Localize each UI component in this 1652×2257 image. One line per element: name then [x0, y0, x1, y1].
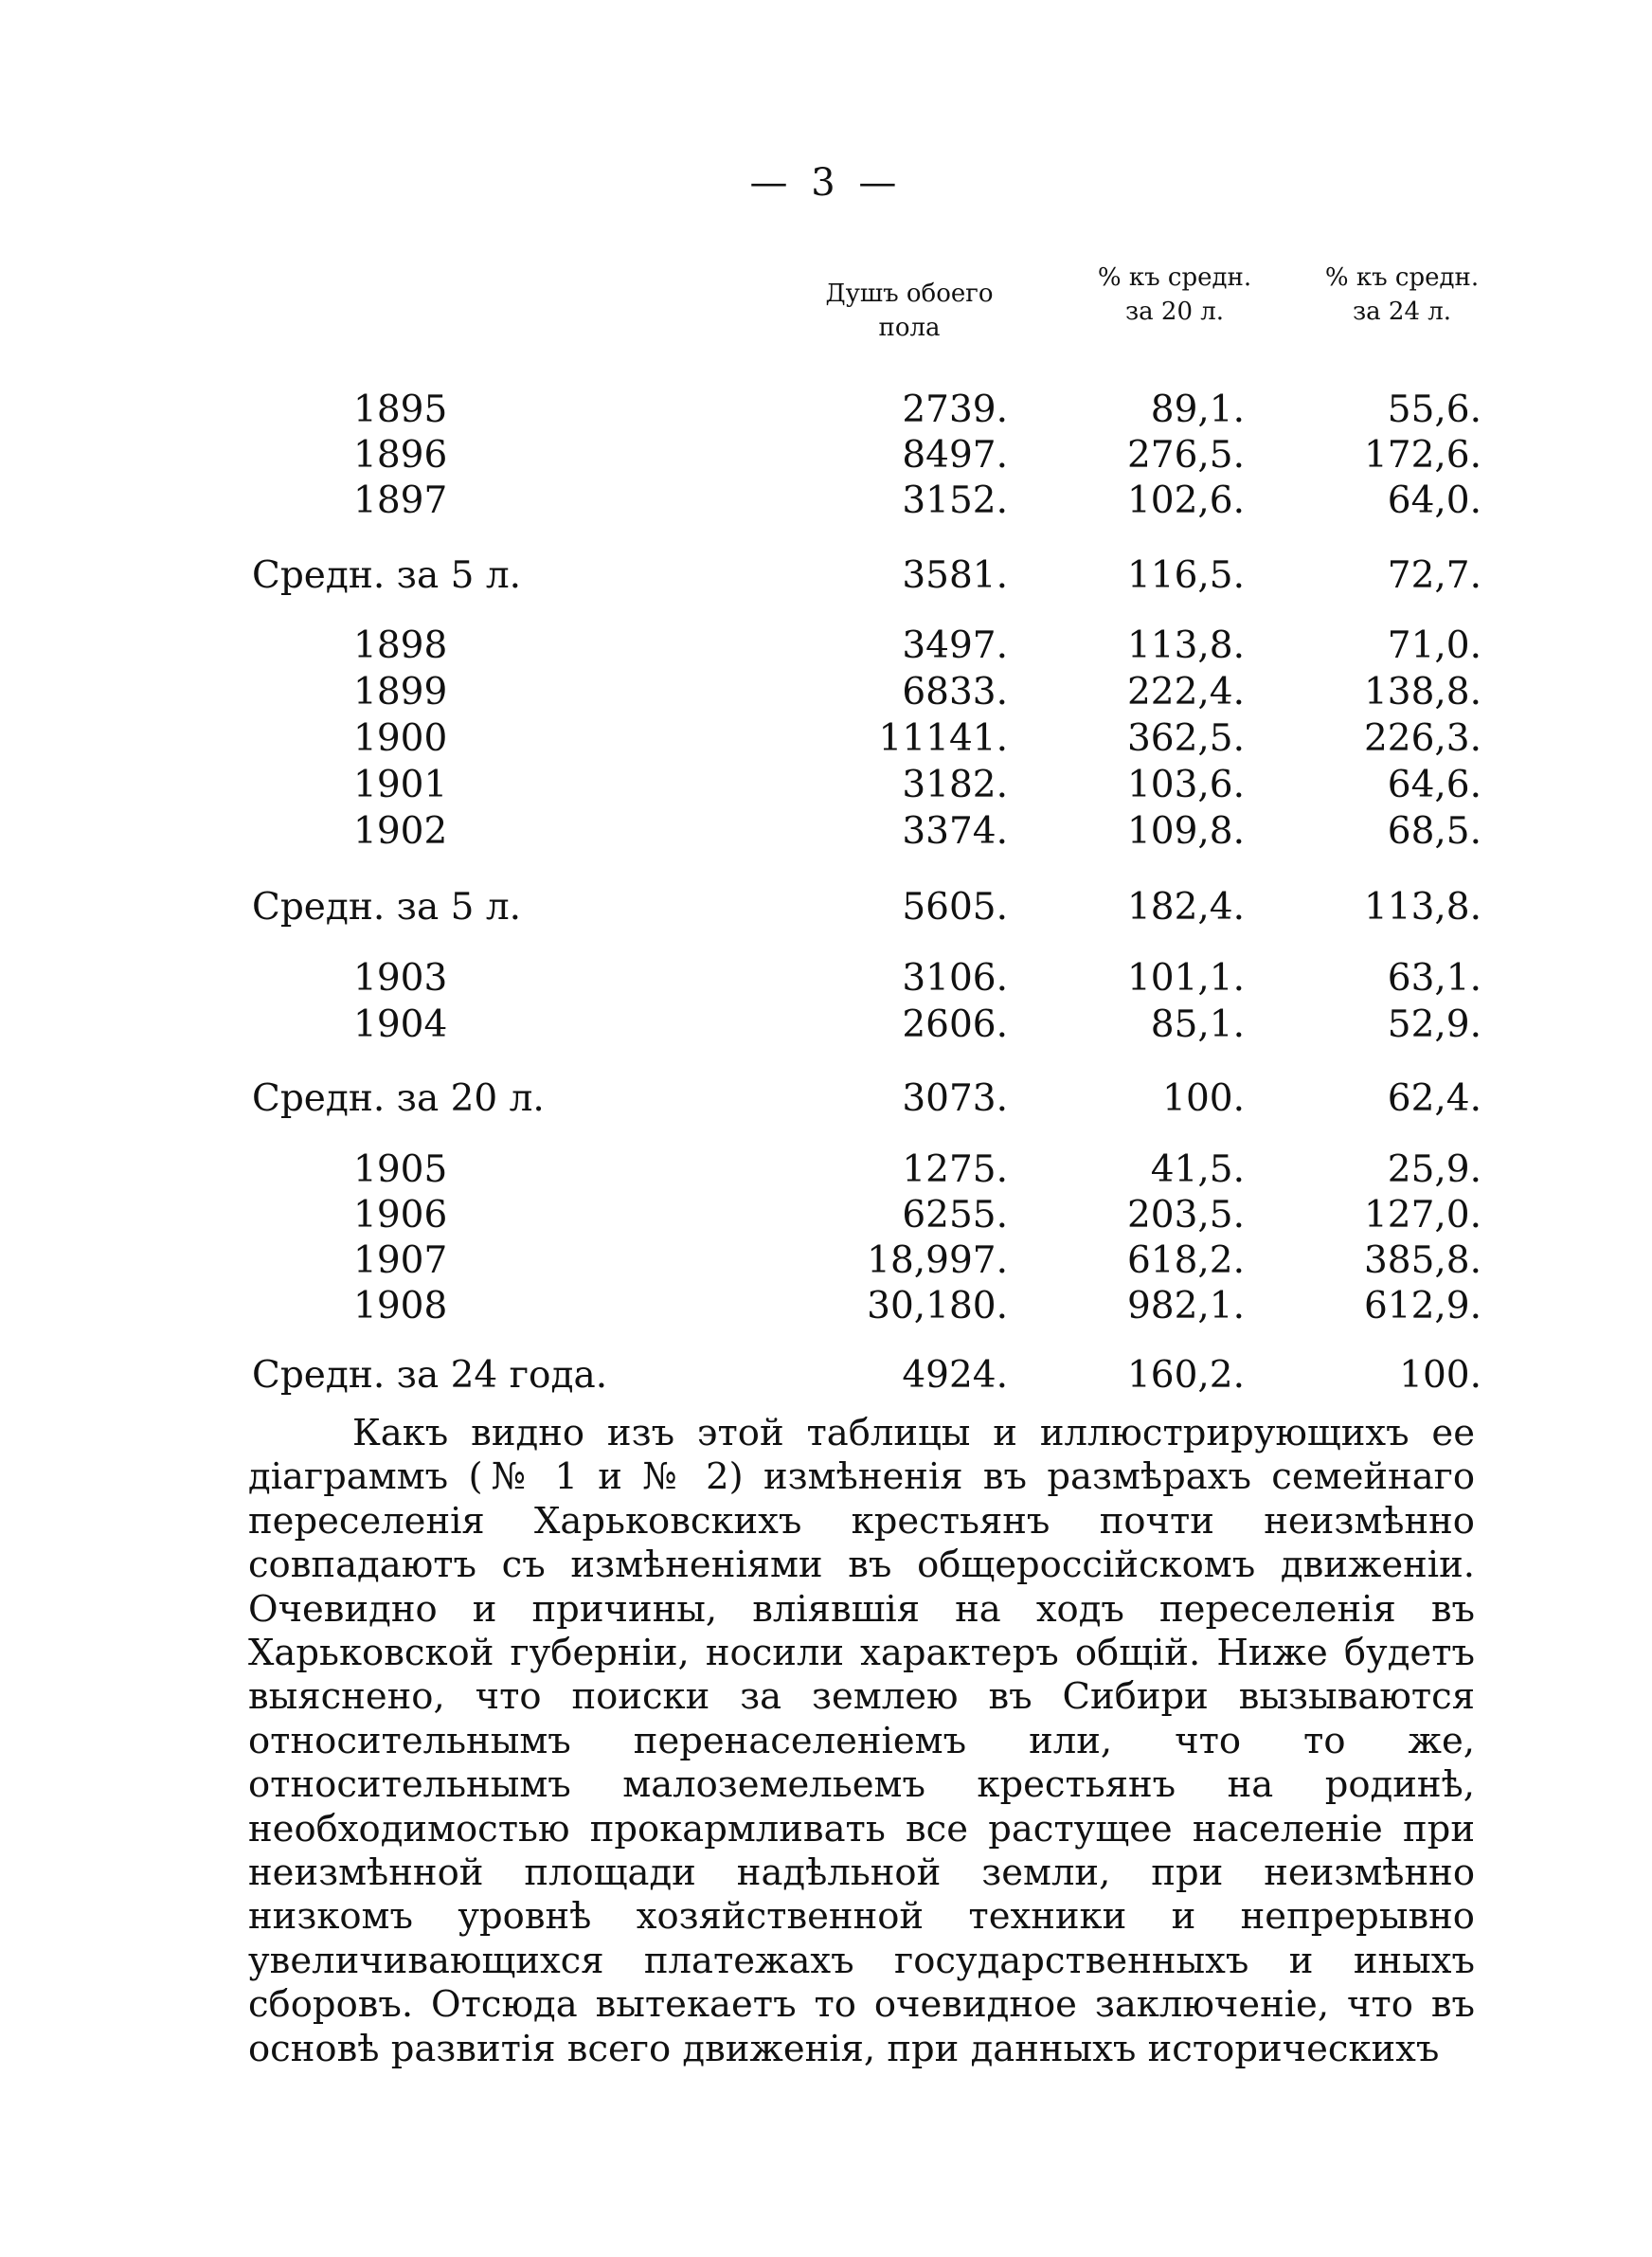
souls-value: 2606.	[902, 1003, 1008, 1046]
table-row	[0, 1283, 1652, 1330]
pct-20-value: 222,4.	[1126, 671, 1245, 713]
pct-24-value: 52,9.	[1387, 1003, 1481, 1046]
pct-20-value: 160,2.	[1126, 1354, 1245, 1397]
row-label: Средн. за 5 л.	[252, 886, 521, 929]
row-label: 1906	[353, 1194, 448, 1237]
pct-24-value: 113,8.	[1363, 886, 1481, 929]
row-label: 1908	[353, 1285, 448, 1327]
column-header-souls: Душъ обоего пола	[825, 280, 994, 342]
pct-24-value: 127,0.	[1363, 1194, 1481, 1237]
table-row	[0, 478, 1652, 525]
pct-20-value: 100.	[1162, 1077, 1245, 1120]
table-row-average	[0, 1075, 1652, 1123]
pct-24-value: 25,9.	[1387, 1148, 1481, 1191]
pct-24-value: 612,9.	[1363, 1285, 1481, 1327]
table-row	[0, 669, 1652, 716]
souls-value: 4924.	[902, 1354, 1008, 1397]
pct-20-value: 113,8.	[1126, 624, 1245, 667]
souls-value: 3106.	[902, 957, 1008, 1000]
souls-value: 3497.	[902, 624, 1008, 667]
pct-20-value: 276,5.	[1126, 434, 1245, 477]
column-header-pct-24: % къ средн. за 24 л.	[1324, 263, 1480, 326]
souls-value: 5605.	[902, 886, 1008, 929]
souls-value: 3374.	[902, 810, 1008, 853]
table-row	[0, 623, 1652, 670]
souls-value: 11141.	[878, 717, 1008, 760]
table-row	[0, 1002, 1652, 1049]
column-header-pct-20: % къ средн. за 20 л.	[1097, 263, 1252, 326]
row-label: 1904	[353, 1003, 448, 1046]
row-label: 1897	[353, 479, 448, 522]
row-label: Средн. за 5 л.	[252, 554, 521, 597]
pct-20-value: 109,8.	[1126, 810, 1245, 853]
pct-24-value: 226,3.	[1363, 717, 1481, 760]
pct-20-value: 103,6.	[1126, 764, 1245, 806]
pct-20-value: 618,2.	[1126, 1239, 1245, 1282]
pct-20-value: 85,1.	[1150, 1003, 1245, 1046]
paragraph-text: Какъ видно изъ этой таблицы и иллюстрирующихъ ее діаграммъ (№ 1 и № 2) измѣненія въ размѣрахъ семейнаго переселенія Харьковскихъ крестьянъ почти неизмѣнно совпадаютъ съ измѣненіями въ общероссійскомъ движеніи. Очевидно и причины, влiявшiя на ходъ переселенія въ Харьковской губерніи, носили характеръ общій. Ниже будетъ выяснено, что поиски за землею въ Сибири вызываются относительнымъ перенаселеніемъ или, что то же, относительнымъ малоземельемъ крестьянъ на родинѣ, необходимостью прокармливать все растущее населеніе при неизмѣнной площади надѣльной земли, при неизмѣнно низкомъ уровнѣ хозяйственной техники и непрерывно увеличивающихся платежахъ государственныхъ и иныхъ сборовъ. Отсюда вытекаетъ то очевидное заключеніе, что въ основѣ развитія всего движенія, при данныхъ историческихъ	[248, 1412, 1475, 2070]
pct-20-value: 362,5.	[1126, 717, 1245, 760]
row-label: 1907	[353, 1239, 448, 1282]
pct-24-value: 72,7.	[1387, 554, 1481, 597]
souls-value: 3073.	[902, 1077, 1008, 1120]
souls-value: 2739.	[902, 388, 1008, 431]
pct-20-value: 116,5.	[1126, 554, 1245, 597]
pct-24-value: 71,0.	[1387, 624, 1481, 667]
table-row	[0, 1192, 1652, 1239]
table-row	[0, 387, 1652, 434]
row-label: 1895	[353, 388, 448, 431]
pct-24-value: 55,6.	[1387, 388, 1481, 431]
pct-24-value: 64,6.	[1387, 764, 1481, 806]
pct-20-value: 982,1.	[1126, 1285, 1245, 1327]
souls-value: 3182.	[902, 764, 1008, 806]
row-label: 1902	[353, 810, 448, 853]
table-row	[0, 432, 1652, 479]
pct-24-value: 100.	[1399, 1354, 1481, 1397]
table-row	[0, 762, 1652, 809]
souls-value: 18,997.	[867, 1239, 1008, 1282]
pct-24-value: 62,4.	[1387, 1077, 1481, 1120]
page-number: — 3 —	[749, 161, 903, 205]
pct-20-value: 89,1.	[1150, 388, 1245, 431]
row-label: Средн. за 20 л.	[252, 1077, 545, 1120]
souls-value: 3152.	[902, 479, 1008, 522]
pct-24-value: 63,1.	[1387, 957, 1481, 1000]
pct-20-value: 203,5.	[1126, 1194, 1245, 1237]
pct-20-value: 102,6.	[1126, 479, 1245, 522]
pct-20-value: 182,4.	[1126, 886, 1245, 929]
pct-24-value: 64,0.	[1387, 479, 1481, 522]
row-label: 1905	[353, 1148, 448, 1191]
table-row-average	[0, 884, 1652, 931]
row-label: 1900	[353, 717, 448, 760]
body-paragraph	[248, 1412, 1475, 2071]
table-row-average	[0, 1352, 1652, 1399]
table-row	[0, 955, 1652, 1002]
table-row	[0, 1237, 1652, 1285]
row-label: 1901	[353, 764, 448, 806]
souls-value: 6255.	[902, 1194, 1008, 1237]
table-row	[0, 808, 1652, 856]
souls-value: 30,180.	[867, 1285, 1008, 1327]
pct-24-value: 385,8.	[1363, 1239, 1481, 1282]
row-label: Средн. за 24 года.	[252, 1354, 608, 1397]
souls-value: 6833.	[902, 671, 1008, 713]
row-label: 1898	[353, 624, 448, 667]
souls-value: 1275.	[902, 1148, 1008, 1191]
row-label: 1903	[353, 957, 448, 1000]
pct-24-value: 68,5.	[1387, 810, 1481, 853]
pct-24-value: 172,6.	[1363, 434, 1481, 477]
table-row	[0, 715, 1652, 763]
table-row-average	[0, 552, 1652, 600]
pct-24-value: 138,8.	[1363, 671, 1481, 713]
pct-20-value: 41,5.	[1150, 1148, 1245, 1191]
row-label: 1896	[353, 434, 448, 477]
souls-value: 8497.	[902, 434, 1008, 477]
souls-value: 3581.	[902, 554, 1008, 597]
row-label: 1899	[353, 671, 448, 713]
pct-20-value: 101,1.	[1126, 957, 1245, 1000]
table-row	[0, 1147, 1652, 1194]
